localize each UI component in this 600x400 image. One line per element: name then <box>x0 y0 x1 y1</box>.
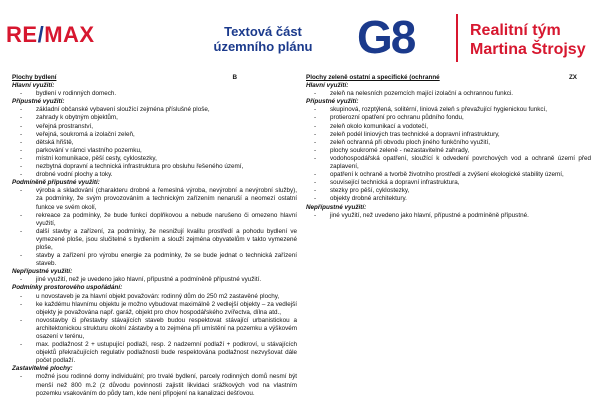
list-item: - související technická a dopravní infrastruktura, <box>306 179 591 187</box>
list-item: - drobné vodní plochy a toky. <box>12 171 297 179</box>
list-item: - protierozní opatření pro ochranu půdního fondu, <box>306 114 591 122</box>
section-heading: Přípustné využití: <box>306 98 359 106</box>
section-heading: Nepřípustné využití: <box>12 268 73 276</box>
list-item: - zeleň ochranná při obvodu ploch jiného funkčního využití, <box>306 139 591 147</box>
section-list <box>12 90 297 98</box>
list-item: - zeleň podél liniových tras technické a dopravní infrastruktury, <box>306 131 591 139</box>
left-column <box>12 74 297 398</box>
section-list <box>12 293 297 366</box>
right-plot-code: ZX <box>568 74 577 81</box>
header-divider <box>456 14 458 62</box>
list-item: - u novostaveb je za hlavní objekt považován: rodinný dům do 250 m2 zastavěné plochy, <box>12 293 297 301</box>
list-item: - zeleň okolo komunikací a vodotečí, <box>306 123 591 131</box>
list-item: - místní komunikace, pěší cesty, cyklostezky, <box>12 155 297 163</box>
list-item: - bydlení v rodinných domech. <box>12 90 297 98</box>
subtitle-line-2: územního plánu <box>213 39 313 54</box>
list-item: - základní občanské vybavení sloužící zejména příslušné ploše, <box>12 106 297 114</box>
subtitle-line-1: Textová část <box>224 24 302 39</box>
right-column <box>306 74 591 220</box>
remax-logo-slash: / <box>37 22 45 47</box>
list-item: - nezbytná dopravní a technická infrastruktura pro obsluhu řešeného území, <box>12 163 297 171</box>
team-name <box>470 21 586 59</box>
section-heading: Zastavitelné plochy: <box>12 365 73 373</box>
list-item: - veřejná prostranství, <box>12 123 297 131</box>
list-item: - plochy soukromé zeleně - nezastavitelné zahrady, <box>306 147 591 155</box>
right-sections <box>306 82 591 220</box>
section-heading: Hlavní využití: <box>306 82 349 90</box>
left-plot-title-text: Plochy bydlení <box>12 74 57 81</box>
section-list <box>12 187 297 268</box>
list-item: - možné jsou rodinné domy individuální; pro trvalé bydlení, parcely rodinných domů nesmí být menší než 800 m.2 (z důvodu povinnosti zajistit likvidaci srážkových vod na vlastním pozemku vsakováním do půdy tam, kde není připojení na kanalizaci dešťovou. <box>12 373 297 397</box>
list-item: - výroba a skladování (charakteru drobné a řemeslná výroba, nevýrobní a nevýrobní služby), za podmínky, že svým provozováním a technickým zařízením nenaruší a neomezí ostatní funkce ve svém okolí, <box>12 187 297 211</box>
section-list <box>306 212 591 220</box>
list-item: - jiné využití, než je uvedeno jako hlavní, přípustné a podmíněně přípustné využití. <box>12 276 297 284</box>
section-list <box>306 90 591 98</box>
section-heading: Hlavní využití: <box>12 82 55 90</box>
section-heading: Přípustné využití: <box>12 98 65 106</box>
list-item: - novostavby či přestavby stávajících staveb budou respektovat stávající urbanistickou a architektonickou strukturu okolní zástavby a to zejména při umístění na pozemku a výškovém osazení v terénu, <box>12 317 297 341</box>
left-plot-code: B <box>232 74 237 81</box>
section-heading: Nepřípustné využití: <box>306 203 367 211</box>
left-sections <box>12 82 297 398</box>
list-item: - veřejná, soukromá a izolační zeleň, <box>12 131 297 139</box>
right-plot-title <box>306 74 591 82</box>
team-line-1: Realitní tým <box>470 22 561 39</box>
list-item: - objekty drobné architektury. <box>306 195 591 203</box>
list-item: - zeleň na nelesních pozemcích mající izolační a ochrannou funkci. <box>306 90 591 98</box>
left-plot-title <box>12 74 297 82</box>
list-item: - zahrady k obytným objektům, <box>12 114 297 122</box>
list-item: - další stavby a zařízení, za podmínky, že nesnižují kvalitu prostředí a pohodu bydlení ve vymezené ploše, jsou slučitelné s bydlením a slouží zejména obyvatelům v takto vymezené ploše, <box>12 228 297 252</box>
right-plot-title-text: Plochy zeleně ostatní a specifické (ochranné <box>306 74 440 81</box>
document-subtitle <box>213 24 313 54</box>
list-item: - ke každému hlavnímu objektu je možno vybudovat maximálně 2 vedlejší objekty – za vedlejší objekty je považována např. garáž, objekt pro chov hospodářského zvířectva, dílna atd., <box>12 301 297 317</box>
section-list <box>12 106 297 179</box>
header <box>0 0 600 62</box>
list-item: - opatření k ochraně a tvorbě životního prostředí a zvýšení ekologické stability území, <box>306 171 591 179</box>
section-list <box>12 373 297 397</box>
list-item: - stavby a zařízení pro výrobu energie za podmínky, že se bude jednat o technická zařízení staveb. <box>12 252 297 268</box>
section-list <box>306 106 591 203</box>
remax-logo-part: RE <box>6 22 38 47</box>
remax-logo-part: MAX <box>44 22 95 47</box>
remax-logo <box>6 22 95 48</box>
list-item: - parkování v rámci vlastního pozemku, <box>12 147 297 155</box>
section-heading: Podmíněně přípustné využití: <box>12 179 100 187</box>
list-item: - jiné využití, než uvedeno jako hlavní, přípustné a podmíněně přípustné. <box>306 212 591 220</box>
list-item: - skupinová, rozptýlená, solitérní, liniová zeleň s převažující hygienickou funkcí, <box>306 106 591 114</box>
list-item: - dětská hřiště, <box>12 139 297 147</box>
section-heading: Podmínky prostorového uspořádání: <box>12 284 123 292</box>
list-item: - vodohospodářská opatření, sloužící k odvedení povrchových vod a ochraně území před zaplavení, <box>306 155 591 171</box>
list-item: - stezky pro pěší, cyklostezky, <box>306 187 591 195</box>
team-line-2: Martina Štrojsy <box>470 41 586 58</box>
list-item: - max. podlažnost 2 + ustupující podlaží, resp. 2 nadzemní podlaží + podkroví, u stávajících objektů překračujících regulativ podlažnosti bude respektována podlažnost nezvyšovat dále počet podlaží. <box>12 341 297 365</box>
section-list <box>12 276 297 284</box>
list-item: - rekreace za podmínky, že bude funkcí doplňkovou a nebude narušeno či omezeno hlavní využití, <box>12 212 297 228</box>
g8-logo: G8 <box>357 11 415 63</box>
